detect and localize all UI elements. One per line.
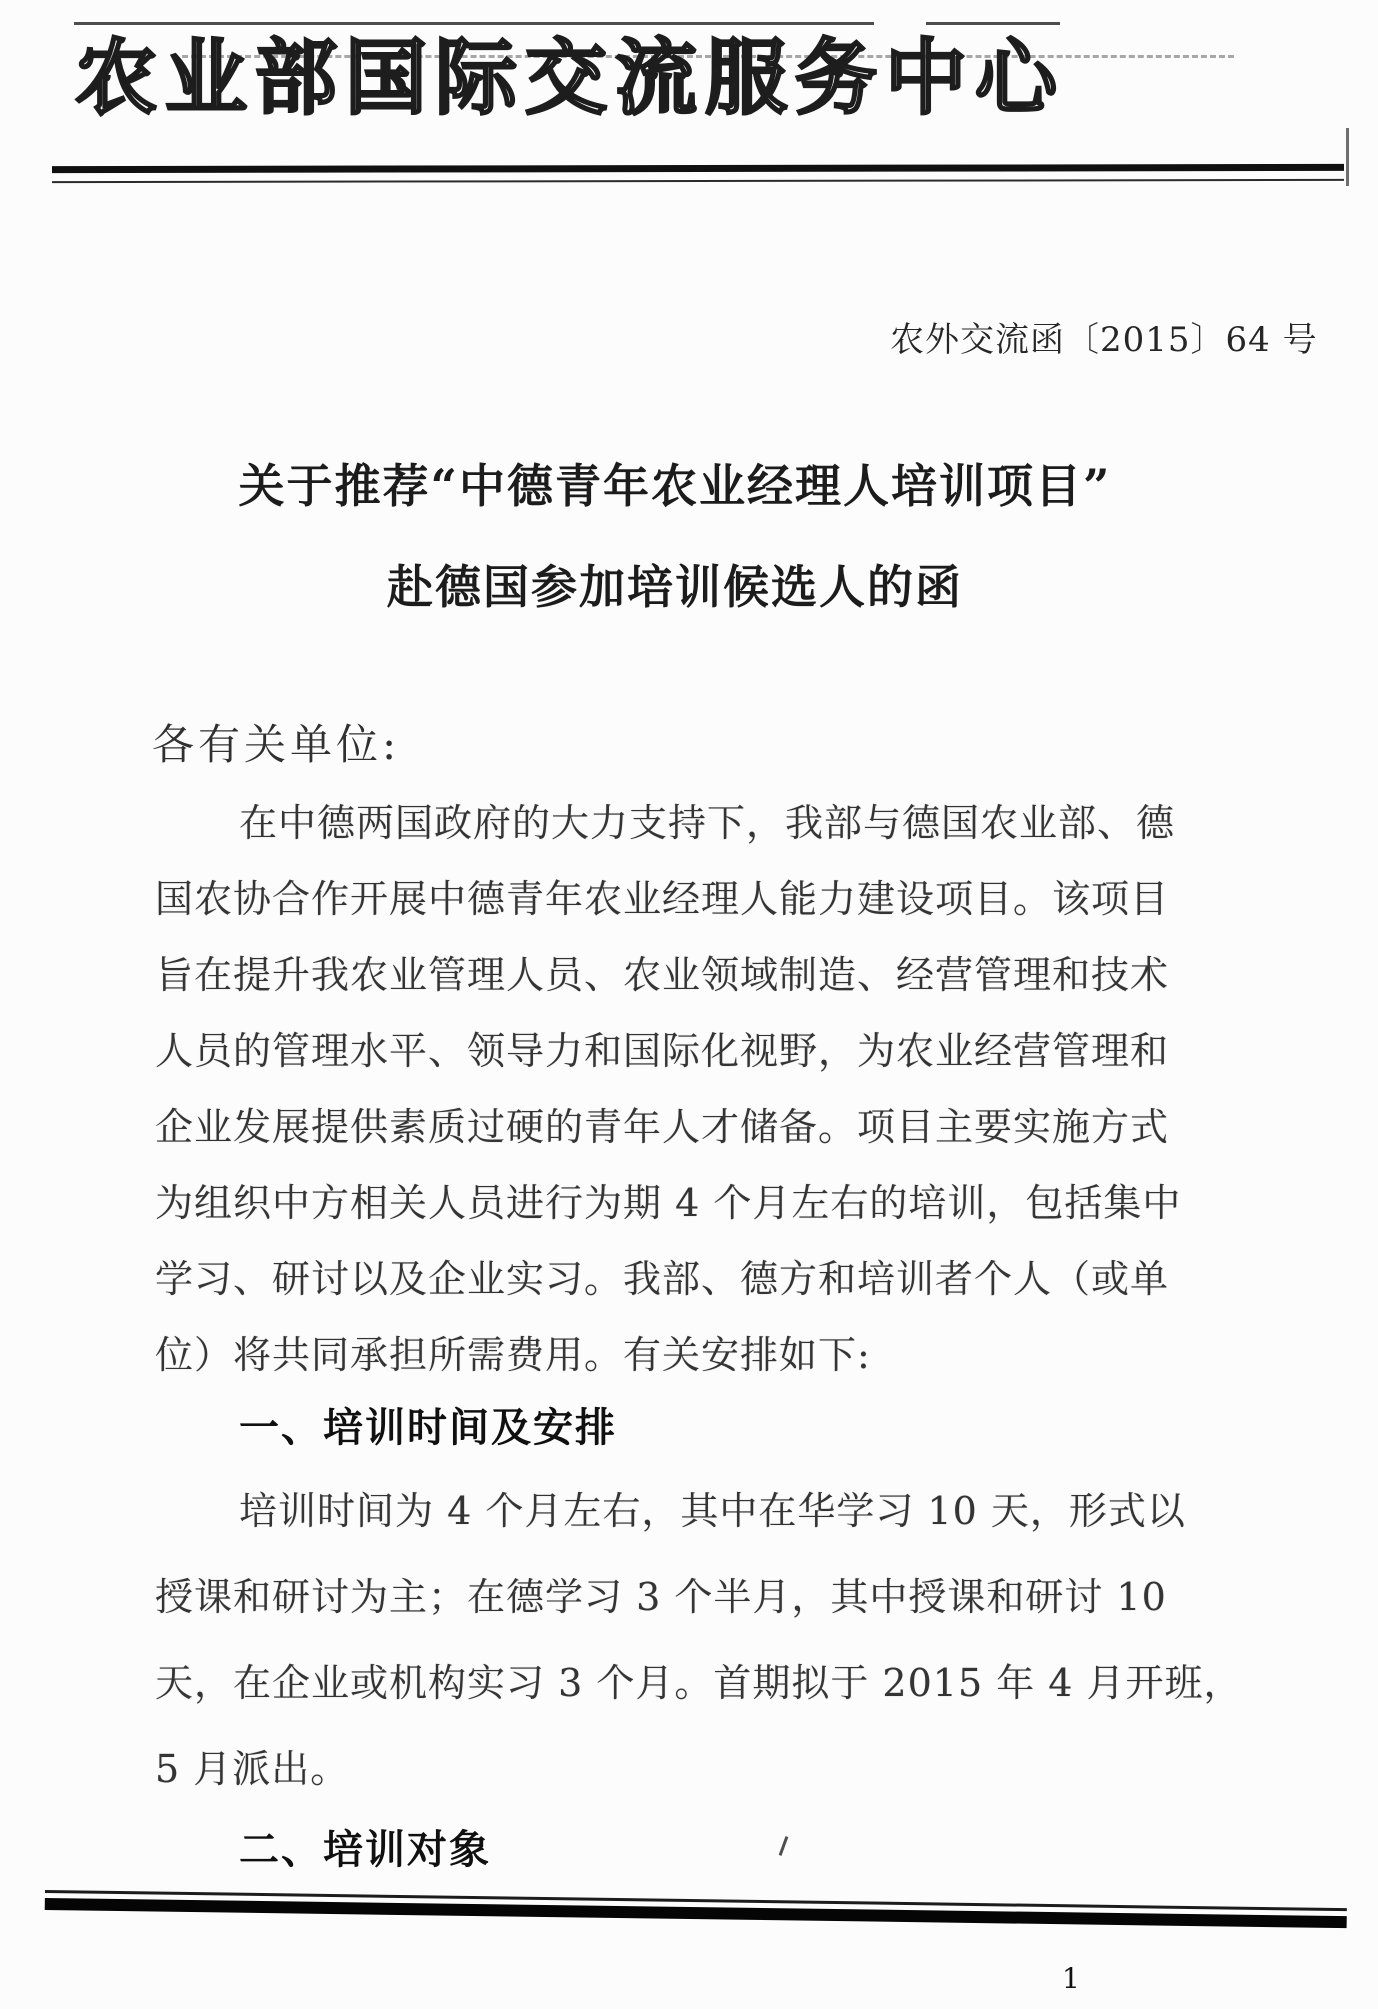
letterhead-rule-thin [52,179,1344,183]
scan-artifact-top-line-right [926,22,1060,25]
scan-artifact-bottom-bar [45,1890,1347,1928]
body-line: 天，在企业或机构实习 3 个月。首期拟于 2015 年 4 月开班， [155,1661,1243,1705]
scan-artifact-top-line-left [74,22,874,25]
body-line: 学习、研讨以及企业实习。我部、德方和培训者个人（或单 [155,1257,1170,1301]
section-heading-1: 一、培训时间及安排 [239,1405,617,1451]
body-line: 国农协合作开展中德青年农业经理人能力建设项目。该项目 [155,877,1170,921]
body-line: 人员的管理水平、领导力和国际化视野，为农业经营管理和 [155,1029,1170,1073]
paragraph-1 [155,785,1185,1393]
bottom-bar-thick-line [45,1898,1347,1928]
body-line: 企业发展提供素质过硬的青年人才储备。项目主要实施方式 [155,1105,1170,1149]
salutation: 各有关单位: [152,720,401,769]
reference-number: 农外交流函〔2015〕64 号 [890,320,1318,360]
body-line: 旨在提升我农业管理人员、农业领域制造、经营管理和技术 [155,953,1170,997]
body-line: 在中德两国政府的大力支持下，我部与德国农业部、德 [239,801,1176,845]
scan-artifact-small-tick [779,1836,789,1856]
page-number-mark: 1 [1062,1962,1080,1995]
body-line: 培训时间为 4 个月左右，其中在华学习 10 天，形式以 [239,1489,1186,1533]
scan-artifact-right-tick [1346,128,1349,186]
paragraph-2 [155,1468,1243,1812]
body-line: 授课和研讨为主；在德学习 3 个半月，其中授课和研讨 10 [155,1575,1167,1619]
letterhead-title: 农业部国际交流服务中心 [75,31,1066,126]
body-line: 为组织中方相关人员进行为期 4 个月左右的培训，包括集中 [155,1181,1182,1225]
body-line: 5 月派出。 [155,1747,350,1791]
letterhead-rule-thick [52,164,1344,173]
document-title-line2: 赴德国参加培训候选人的函 [387,560,963,614]
body-line: 位）将共同承担所需费用。有关安排如下: [155,1333,871,1377]
document-title-line1: 关于推荐“中德青年农业经理人培训项目” [238,459,1112,513]
section-heading-2: 二、培训对象 [239,1827,491,1873]
